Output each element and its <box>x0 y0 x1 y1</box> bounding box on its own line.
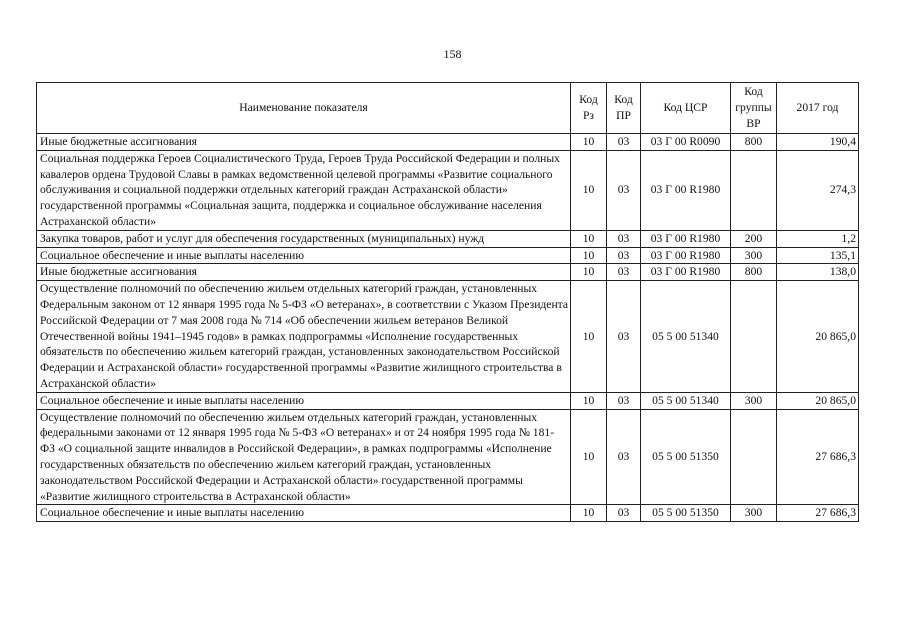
row-vr: 300 <box>731 392 777 409</box>
row-vr: 300 <box>731 505 777 522</box>
row-value: 274,3 <box>777 150 859 230</box>
row-csr: 03 Г 00 R1980 <box>641 264 731 281</box>
row-vr <box>731 281 777 393</box>
table-row <box>37 392 859 409</box>
row-value: 20 865,0 <box>777 392 859 409</box>
row-name: Социальное обеспечение и иные выплаты населению <box>37 505 571 522</box>
header-vr: Код группы ВР <box>731 83 777 134</box>
row-name: Закупка товаров, работ и услуг для обеспечения государственных (муниципальных) нужд <box>37 230 571 247</box>
row-csr: 03 Г 00 R1980 <box>641 230 731 247</box>
row-rz: 10 <box>571 264 607 281</box>
row-pr: 03 <box>607 150 641 230</box>
row-value: 135,1 <box>777 247 859 264</box>
row-rz: 10 <box>571 281 607 393</box>
header-year: 2017 год <box>777 83 859 134</box>
table-row <box>37 134 859 151</box>
table-row <box>37 281 859 393</box>
row-rz: 10 <box>571 505 607 522</box>
row-name: Социальное обеспечение и иные выплаты населению <box>37 392 571 409</box>
row-csr: 05 5 00 51340 <box>641 281 731 393</box>
row-value: 1,2 <box>777 230 859 247</box>
row-rz: 10 <box>571 409 607 505</box>
row-vr: 800 <box>731 264 777 281</box>
row-rz: 10 <box>571 247 607 264</box>
row-name: Социальная поддержка Героев Социалистического Труда, Героев Труда Российской Федерации и полных кавалеров ордена Трудовой Славы в рамках ведомственной целевой программы «Развитие социального обслуживания и социальной поддержки отдельных категорий граждан Астраханской области» государственной программы «Социальная защита, поддержка и социальное обслуживание населения Астраханской области» <box>37 150 571 230</box>
row-vr <box>731 409 777 505</box>
row-csr: 05 5 00 51350 <box>641 505 731 522</box>
table-row <box>37 264 859 281</box>
row-csr: 03 Г 00 R0090 <box>641 134 731 151</box>
row-value: 20 865,0 <box>777 281 859 393</box>
table-row <box>37 247 859 264</box>
row-vr: 800 <box>731 134 777 151</box>
row-value: 138,0 <box>777 264 859 281</box>
row-name: Иные бюджетные ассигнования <box>37 264 571 281</box>
row-rz: 10 <box>571 134 607 151</box>
row-vr: 300 <box>731 247 777 264</box>
header-row <box>37 83 859 134</box>
header-pr: Код ПР <box>607 83 641 134</box>
budget-table <box>36 82 859 522</box>
row-pr: 03 <box>607 134 641 151</box>
row-pr: 03 <box>607 247 641 264</box>
row-csr: 05 5 00 51350 <box>641 409 731 505</box>
table-row <box>37 505 859 522</box>
row-value: 27 686,3 <box>777 409 859 505</box>
header-csr: Код ЦСР <box>641 83 731 134</box>
row-rz: 10 <box>571 392 607 409</box>
row-name: Социальное обеспечение и иные выплаты населению <box>37 247 571 264</box>
row-value: 27 686,3 <box>777 505 859 522</box>
row-name: Осуществление полномочий по обеспечению жильем отдельных категорий граждан, установленных федеральными законами от 12 января 1995 года № 5-ФЗ «О ветеранах» и от 24 ноября 1995 года № 181-ФЗ «О социальной защите инвалидов в Российской Федерации», в рамках подпрограммы «Исполнение государственных обязательств по обеспечению жильем категорий граждан, установленных законодательством Российской Федерации и Астраханской области» государственной программы «Развитие жилищного строительства в Астраханской области» <box>37 409 571 505</box>
row-name: Иные бюджетные ассигнования <box>37 134 571 151</box>
row-pr: 03 <box>607 230 641 247</box>
table-row <box>37 409 859 505</box>
row-pr: 03 <box>607 281 641 393</box>
row-name: Осуществление полномочий по обеспечению жильем отдельных категорий граждан, установленных Федеральным законом от 12 января 1995 года № 5-ФЗ «О ветеранах», в соответствии с Указом Президента Российской Федерации от 7 мая 2008 года № 714 «Об обеспечении жильем ветеранов Великой Отечественной войны 1941–1945 годов» в рамках подпрограммы «Исполнение государственных обязательств по обеспечению жильем категорий граждан, установленных законодательством Российской Федерации и Астраханской области» государственной программы «Развитие жилищного строительства в Астраханской области» <box>37 281 571 393</box>
table-row <box>37 230 859 247</box>
row-value: 190,4 <box>777 134 859 151</box>
page-number: 158 <box>443 47 462 61</box>
row-pr: 03 <box>607 505 641 522</box>
header-rz: Код Рз <box>571 83 607 134</box>
row-pr: 03 <box>607 264 641 281</box>
row-vr: 200 <box>731 230 777 247</box>
row-csr: 05 5 00 51340 <box>641 392 731 409</box>
row-pr: 03 <box>607 392 641 409</box>
row-pr: 03 <box>607 409 641 505</box>
row-rz: 10 <box>571 230 607 247</box>
header-name: Наименование показателя <box>37 83 571 134</box>
row-rz: 10 <box>571 150 607 230</box>
row-csr: 03 Г 00 R1980 <box>641 247 731 264</box>
table-row <box>37 150 859 230</box>
row-csr: 03 Г 00 R1980 <box>641 150 731 230</box>
row-vr <box>731 150 777 230</box>
